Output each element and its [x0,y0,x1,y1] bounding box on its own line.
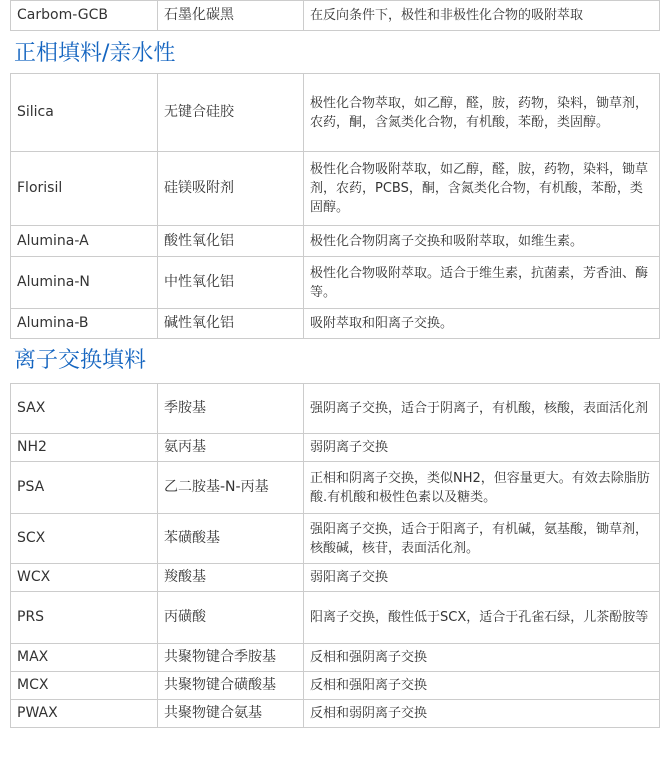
sorbent-type: 石墨化碳黑 [158,1,304,31]
sorbent-type: 无键合硅胶 [158,74,304,152]
sorbent-type: 共聚物键合氨基 [158,700,304,728]
sorbent-application: 阳离子交换，酸性低于SCX，适合于孔雀石绿，儿茶酚胺等 [304,592,660,644]
sorbent-name: NH2 [11,434,158,462]
sorbent-name: SCX [11,514,158,564]
sorbent-name: MCX [11,672,158,700]
sorbent-application: 强阴离子交换，适合于阴离子，有机酸，核酸，表面活化剂 [304,384,660,434]
table-row [11,672,660,700]
table-row [11,700,660,728]
sorbent-table-carbon [10,0,660,31]
table-row [11,462,660,514]
sorbent-name: PSA [11,462,158,514]
sorbent-name: Alumina-N [11,257,158,309]
sorbent-name: Alumina-A [11,226,158,257]
table-row [11,257,660,309]
sorbent-type: 苯磺酸基 [158,514,304,564]
sorbent-application: 极性化合物吸附萃取，如乙醇，醛，胺，药物，染料，锄草剂，农药，PCBS，酮，含氮类化合物，有机酸，苯酚，类固醇。 [304,152,660,226]
sorbent-type: 羧酸基 [158,564,304,592]
sorbent-type: 共聚物键合季胺基 [158,644,304,672]
section-title-ion-exchange: 离子交换填料 [14,348,147,373]
sorbent-application: 在反向条件下，极性和非极性化合物的吸附萃取 [304,1,660,31]
sorbent-application: 反相和强阴离子交换 [304,644,660,672]
table-row [11,564,660,592]
sorbent-type: 季胺基 [158,384,304,434]
sorbent-name: PRS [11,592,158,644]
sorbent-table-normal-phase [10,73,660,339]
sorbent-application: 正相和阴离子交换，类似NH2，但容量更大。有效去除脂肪酸.有机酸和极性色素以及糖类。 [304,462,660,514]
section-title-normal-phase: 正相填料/亲水性 [14,41,176,66]
sorbent-application: 反相和弱阴离子交换 [304,700,660,728]
sorbent-type: 乙二胺基-N-丙基 [158,462,304,514]
sorbent-table-ion-exchange [10,383,660,728]
sorbent-name: SAX [11,384,158,434]
sorbent-name: Carbom-GCB [11,1,158,31]
sorbent-application: 极性化合物萃取，如乙醇，醛，胺，药物，染料，锄草剂，农药，酮，含氮类化合物，有机酸，苯酚，类固醇。 [304,74,660,152]
sorbent-application: 强阳离子交换，适合于阳离子，有机碱，氨基酸，锄草剂，核酸碱，核苷，表面活化剂。 [304,514,660,564]
sorbent-document [10,0,660,728]
sorbent-application: 弱阳离子交换 [304,564,660,592]
sorbent-application: 极性化合物阴离子交换和吸附萃取，如维生素。 [304,226,660,257]
table-row [11,309,660,339]
table-row [11,434,660,462]
sorbent-type: 氨丙基 [158,434,304,462]
sorbent-application: 反相和强阳离子交换 [304,672,660,700]
sorbent-type: 酸性氧化铝 [158,226,304,257]
sorbent-name: Florisil [11,152,158,226]
sorbent-type: 硅镁吸附剂 [158,152,304,226]
table-row [11,1,660,31]
table-row [11,514,660,564]
table-row [11,644,660,672]
sorbent-type: 碱性氧化铝 [158,309,304,339]
sorbent-type: 丙磺酸 [158,592,304,644]
sorbent-application: 吸附萃取和阳离子交换。 [304,309,660,339]
table-row [11,592,660,644]
table-row [11,384,660,434]
table-row [11,74,660,152]
sorbent-application: 弱阴离子交换 [304,434,660,462]
sorbent-name: Silica [11,74,158,152]
sorbent-name: WCX [11,564,158,592]
sorbent-type: 中性氧化铝 [158,257,304,309]
sorbent-name: PWAX [11,700,158,728]
table-row [11,152,660,226]
table-row [11,226,660,257]
sorbent-name: MAX [11,644,158,672]
sorbent-type: 共聚物键合磺酸基 [158,672,304,700]
sorbent-name: Alumina-B [11,309,158,339]
sorbent-application: 极性化合物吸附萃取。适合于维生素，抗菌素，芳香油、酶等。 [304,257,660,309]
